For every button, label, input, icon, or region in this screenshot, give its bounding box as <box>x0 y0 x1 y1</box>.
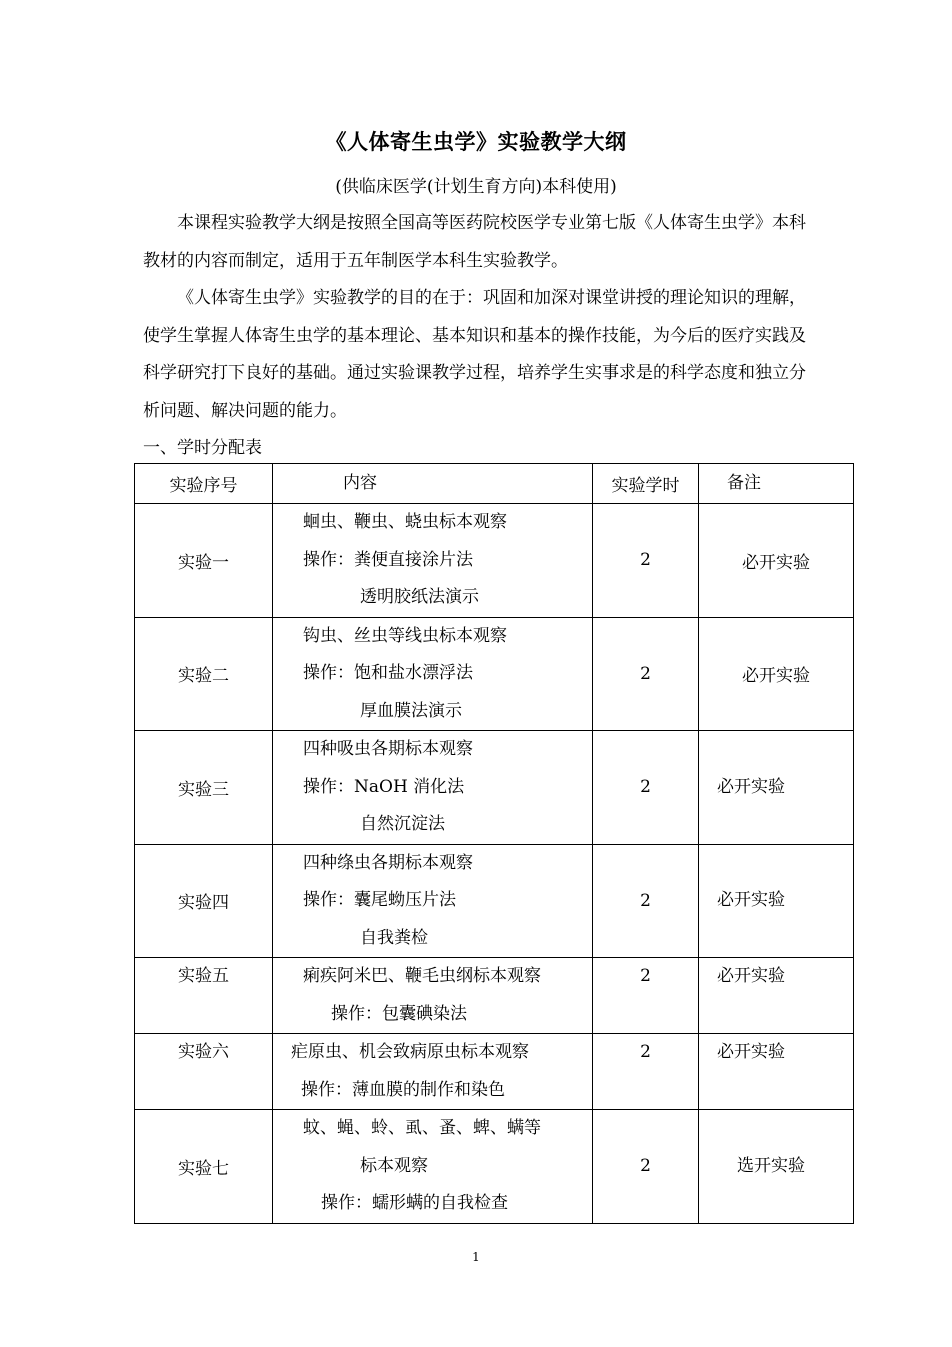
row-note: 必开实验 <box>717 776 785 797</box>
document-title: 《人体寄生虫学》实验教学大纲 <box>325 129 627 154</box>
content-line: 蚊、蝇、蛉、虱、蚤、蜱、螨等 <box>303 1118 541 1138</box>
row-note: 必开实验 <box>717 966 785 986</box>
header-notes <box>699 464 854 504</box>
row-note-cell <box>699 731 854 845</box>
row-hours: 2 <box>593 844 699 958</box>
row-id: 实验三 <box>135 731 273 845</box>
content-line: 操作：薄血膜的制作和染色 <box>301 1079 505 1100</box>
purpose-paragraph: 《人体寄生虫学》实验教学的目的在于：巩固和加深对课堂讲授的理论知识的理解，使学生掌握人体寄生虫学的基本理论、基本知识和基本的操作技能，为今后的医疗实践及科学研究打下良好的基础。通过实验课教学过程，培养学生实事求是的科学态度和独立分析问题、解决问题的能力。 <box>143 288 806 421</box>
intro-paragraph: 本课程实验教学大纲是按照全国高等医药院校医学专业第七版《人体寄生虫学》本科教材的内容而制定，适用于五年制医学本科生实验教学。 <box>143 213 806 271</box>
row-id: 实验五 <box>178 966 229 986</box>
row-id: 实验一 <box>135 504 273 618</box>
table-row <box>135 1034 854 1110</box>
row-hours: 2 <box>593 504 699 618</box>
content-line: 痢疾阿米巴、鞭毛虫纲标本观察 <box>303 966 541 986</box>
content-line: 蛔虫、鞭虫、蛲虫标本观察 <box>303 512 507 532</box>
header-content <box>273 464 593 504</box>
header-hours: 实验学时 <box>593 464 699 504</box>
content-line: 操作：饱和盐水漂浮法 <box>303 663 473 683</box>
row-content <box>273 958 593 1034</box>
row-id-cell <box>135 958 273 1034</box>
content-line: 疟原虫、机会致病原虫标本观察 <box>291 1042 529 1062</box>
content-line: 自然沉淀法 <box>360 814 445 834</box>
row-hours: 2 <box>593 731 699 845</box>
row-id-cell <box>135 1034 273 1110</box>
row-content <box>273 504 593 618</box>
page-number: 1 <box>472 1250 480 1264</box>
content-line: 厚血膜法演示 <box>360 700 462 721</box>
content-line: 四种吸虫各期标本观察 <box>303 739 473 759</box>
row-id: 实验七 <box>135 1110 273 1224</box>
row-hours: 2 <box>640 1042 651 1062</box>
row-note-cell <box>699 958 854 1034</box>
row-hours: 2 <box>593 1110 699 1224</box>
row-id: 实验四 <box>135 844 273 958</box>
header-content-label: 内容 <box>343 472 377 493</box>
row-note-cell <box>699 1110 854 1224</box>
row-note: 选开实验 <box>737 1155 805 1176</box>
row-hours: 2 <box>640 966 651 986</box>
row-note: 必开实验 <box>717 1042 785 1062</box>
row-content <box>273 731 593 845</box>
table-row <box>135 504 854 618</box>
table-row <box>135 1110 854 1224</box>
row-content <box>273 844 593 958</box>
table-row <box>135 617 854 731</box>
content-line: 钩虫、丝虫等线虫标本观察 <box>303 625 507 646</box>
section-heading: 一、学时分配表 <box>143 438 262 458</box>
content-line: 透明胶纸法演示 <box>360 587 479 607</box>
row-id: 实验二 <box>135 617 273 731</box>
table-header-row <box>135 464 854 504</box>
row-note-cell <box>699 1034 854 1110</box>
row-note: 必开实验 <box>699 617 854 731</box>
content-line: 操作：NaOH 消化法 <box>303 776 465 797</box>
content-line: 操作：包囊碘染法 <box>331 1003 467 1024</box>
row-content <box>273 617 593 731</box>
content-line: 操作：粪便直接涂片法 <box>303 549 473 570</box>
content-line: 自我粪检 <box>360 927 428 948</box>
row-hours: 2 <box>593 617 699 731</box>
row-hours-cell <box>593 1034 699 1110</box>
row-id: 实验六 <box>178 1042 229 1062</box>
header-exp-no: 实验序号 <box>135 464 273 504</box>
row-content <box>273 1034 593 1110</box>
table-row <box>135 958 854 1034</box>
row-note-cell <box>699 844 854 958</box>
row-note: 必开实验 <box>699 504 854 618</box>
header-notes-label: 备注 <box>727 472 761 493</box>
row-note: 必开实验 <box>717 890 785 910</box>
row-content <box>273 1110 593 1224</box>
schedule-table <box>134 463 854 1224</box>
document-subtitle: (供临床医学(计划生育方向)本科使用) <box>335 177 617 197</box>
row-hours-cell <box>593 958 699 1034</box>
table-row <box>135 731 854 845</box>
table-row <box>135 844 854 958</box>
content-line: 标本观察 <box>360 1155 428 1176</box>
content-line: 操作：蠕形螨的自我检查 <box>321 1193 508 1213</box>
content-line: 四种绦虫各期标本观察 <box>303 852 473 873</box>
content-line: 操作：囊尾蚴压片法 <box>303 890 456 910</box>
